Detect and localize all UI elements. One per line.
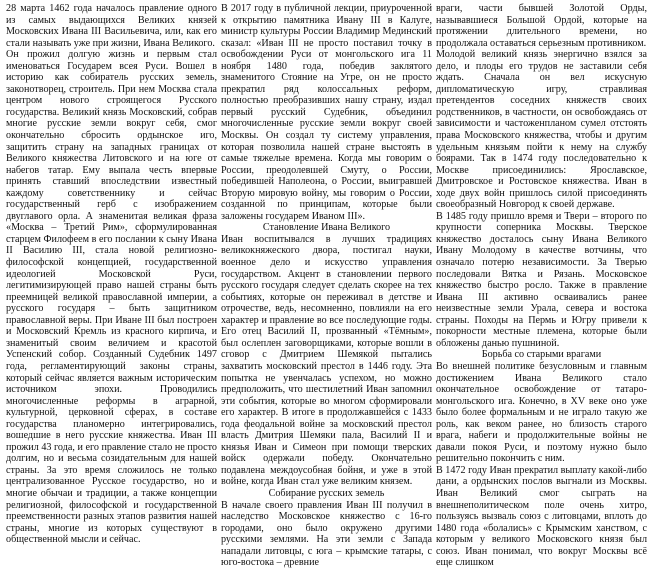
paragraph: В 2017 году в публичной лекции, приуроченной к открытию памятника Ивану III в Калуге, министр культуры России Владимир Мединский сказал: «Иван III не просто поставил точку в освобождении Руси от монгольского ига 11 ноября 1480 года, победив заклятого знаменитого Стояние на Угре, он не просто прекратил ряд колоссальных реформ, полностью преобразивших нашу страну, издал первый русский Судебник, объединил многочисленные русские земли вокруг своей Москвы. Он создал ту систему управления, которая позволила нашей стране выстоять в самые тяжелые времена. Когда мы говорим о России, преодолевшей Смуту, о России, победившей Наполеона, о России, выигравшей Вторую мировую войну, мы говорим о России, созданной по принципам, которые были заложены государем Иваном III». (221, 3, 432, 222)
paragraph: Он прожил долгую жизнь и первым стал именоваться Государем всея Руси. Вошел в историю как собиратель русских земель, законотворец, строитель. При нем Москва стала центром нового строящегося Русского государства. Великий князь Московский, собрав многие русские земли вокруг себя, смог окончательно сбросить ордынское иго, защитить страну на западных границах от Великого княжества Литовского и на юге от набегов татар. Ему выпала честь впервые принять ставший впоследствии известный каждому советственнику и сейчас государственный герб с изображением двуглавого орла. А знаменитая великая фраза «Москва – Третий Рим», сформулированная старцем Филофеем в его послании к сыну Ивана II Василию III, стала новой религиозно-философской концепцией, государственной идеологией Московской Руси, легитимизирующей право нашей страны быть преемницей великой православной империи, а русского государя – быть защитником православной веры. При Иване III был построен и Московский Кремль из красного кирпича, и знаменитый своим величием и красотой Успенский собор. Созданный Судебник 1497 года, регламентирующий законы страны, который сейчас является важным историческим источником эпохи. Проводились многочисленные реформы в аграрной, культурной, церковной сферах, в составе государства планомерно интегрировались, вошедшие в него русские княжества. Иван III прожил 43 года, и его правление стало не просто долгим, но и весьма созидательным для нашей страны. За это время сложилось не только централизованное Русское государство, но и многие обычаи и традиции, а также концепции религиозной, философской и государственной преемственности разных этапов развития нашей страны, многие из которых существуют в общественной мысли и сейчас. (6, 49, 217, 546)
section-heading: Становление Ивана Великого (262, 222, 391, 234)
paragraph: В 1472 году Иван прекратил выплату какой-либо дани, а ордынских послов выгнали из Москвы. Иван Великий смог сыграть на внешнеполитическом поле очень хитро, пользуясь вызваль союз с литовцами, вплоть до 1480 года «болались» с Крымским ханством, с которым у великого Московского князя был союз. Иван понимал, что вокруг Москвы всё еще слишком (436, 464, 647, 569)
section-heading: Собирание русских земель (268, 487, 385, 499)
paragraph: 28 марта 1462 года началось правление одного из самых выдающихся Великих князей Московских Ивана III Васильевича, или, как его стали называть уже при жизни, Ивана Великого. (6, 3, 217, 49)
paragraph: В начале своего правления Иван III получил в наследство Московское княжество с 16-го городами, оно было окружено другими русскими землями. На эти земли с Запада нападали литовцы, с юга – крымские татары, с юго-востока – древние (221, 499, 432, 569)
paragraph: Во внешней политике безусловным и главным достижением Ивана Великого стало окончательное освобождение от татаро-монгольского ига. Конечно, в XV веке оно уже было более формальным и не играло такую же роль, как веком ранее, но близость старого врага, набеги и продолжительные войны не давали покоя Руси, и поэтому нужно было решительно покончить с ним. (436, 360, 647, 465)
paragraph: Иван воспитывался в лучших традициях великокняжеского двора, постигал науки, военное дело и искусство управления государством. Акцент в становлении первого русского государя следует сделать скорее на тех событиях, которые он переживал в детстве и отрочестве, ведь, несомненно, повлияли на его характер и правление во все последующие годы. Его отец Василий II, прозванный «Тёмным», был ослеплен заговорщиками, которые вошли в сговор с Дмитрием Шемякой пытались захватить московский престол в 1446 году. Эта попытка не увенчалась успехом, но можно предположить, что шестилетний Иван запомнил эти события, которые во многом сформировали его характер. В итоге в продолжавшейся с 1433 года феодальной войне за московский престол власть Дмитрия Шемяки пала, Василий II и князья Иван и Симеон при помощи тверских войск одержали победу. Окончательно подавлена междоусобная бойня, и уже в этой войне, когда Иван стал уже великим князем. (221, 233, 432, 488)
text-column-2 (221, 3, 432, 569)
section-heading: Борьба со старыми врагами (481, 349, 602, 361)
text-column-3 (436, 3, 647, 569)
paragraph: враги, части бывшей Золотой Орды, называвшиеся Большой Ордой, которые на протяжении длительного времени, но продолжала оставаться серьезным противником. (436, 3, 647, 49)
text-column-1 (6, 3, 217, 546)
paragraph: В 1485 году пришло время и Твери – второго по крупности соперника Москвы. Тверское княжество досталось сыну Ивана Великого Ивану Молодому в качестве вотчины, что означало потерю независимости. За Тверью последовали Вятка и Рязань. Московское княжество быстро росло. Также в правление Ивана III активно осваивались ранее неизвестные земли Урала, севера и востока страны. Походы на Пермь и Югру привели к покорности местные племена, которые были обложены данью пушниной. (436, 210, 647, 349)
paragraph: Молодой великий князь энергично взялся за дело, и плоды его трудов не заставили себя ждать. Сначала он вел искусную дипломатическую игру, стравливая претендентов соседних княжеств своих родственников, в частности, он освобождаясь от зависимости и частоженпланом сумел отстоять права Московского княжества, чтобы и другим удельным князьям пойти к нему на службу боярами. Так в 1474 году последовательно к Москве присоединились: Ярославское, Дмитровское и Ростовское княжества. Иван в ходе двух войн пришлось силой присоединять своеобразный Новгород к своей державе. (436, 49, 647, 211)
